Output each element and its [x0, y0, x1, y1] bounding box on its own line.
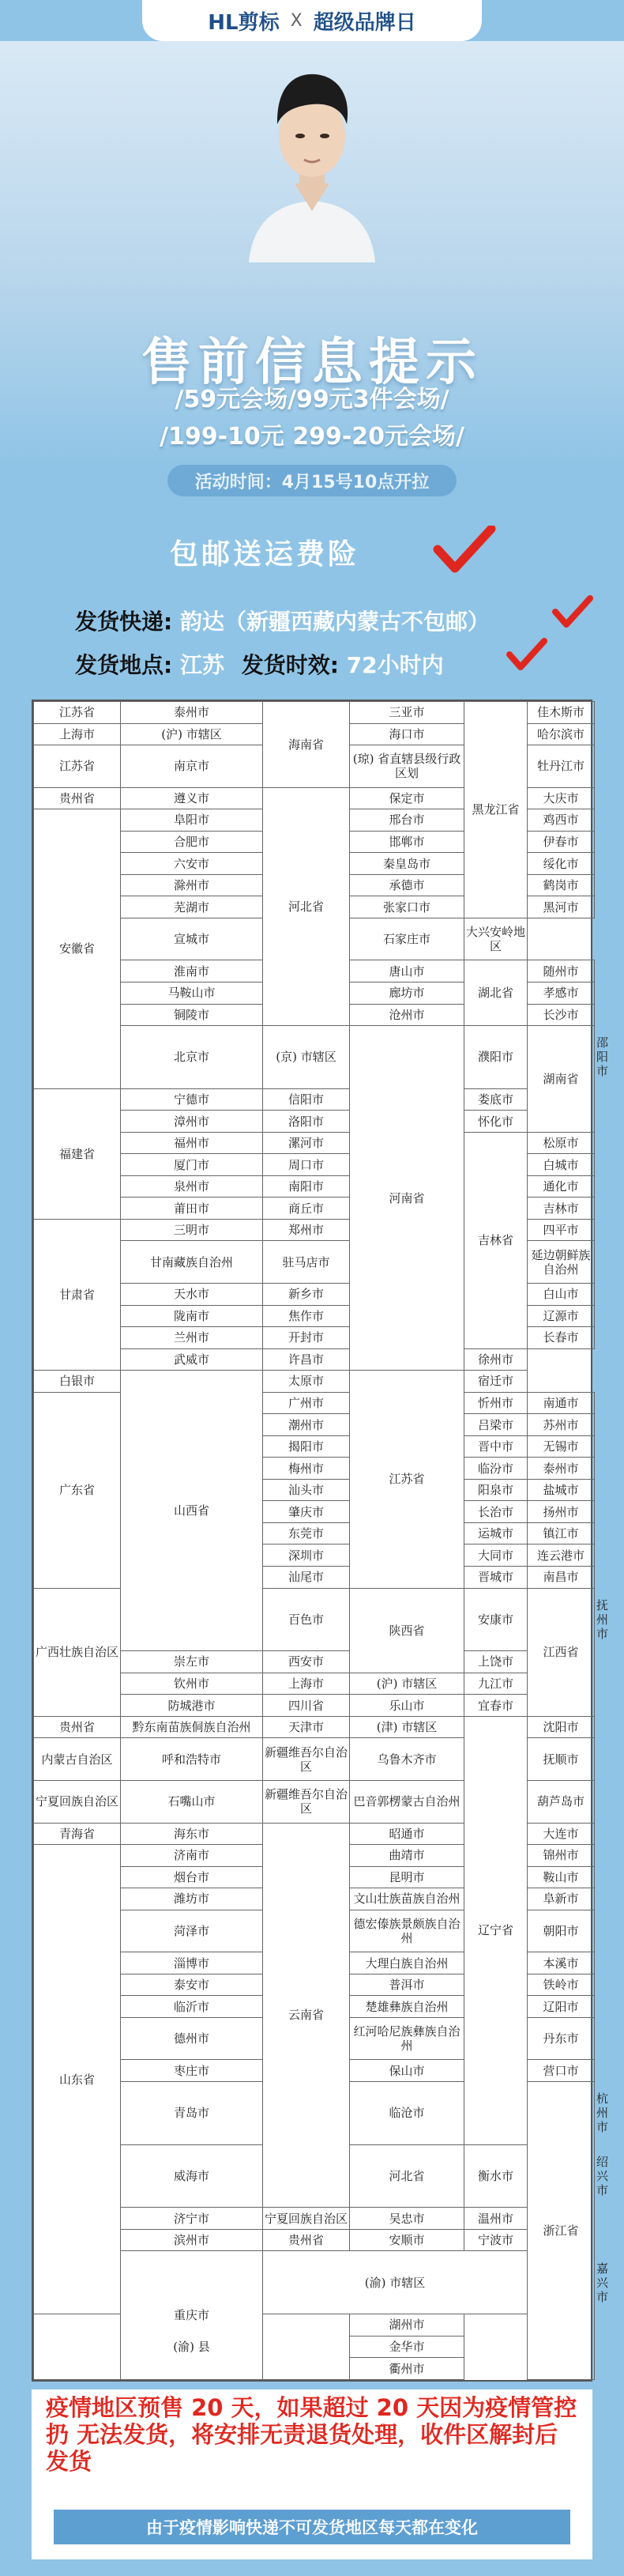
table-cell: 泰安市 — [121, 1974, 263, 1996]
free-shipping-label: 包邮送运费险 — [170, 538, 360, 571]
table-cell: 石家庄市 — [350, 918, 464, 960]
promo-line-1: /59元会场/99元3件会场/ — [175, 386, 449, 413]
table-cell: 浙江省 — [528, 2082, 595, 2380]
table-cell: 揭阳市 — [263, 1435, 350, 1458]
table-cell: 梅州市 — [263, 1458, 350, 1480]
table-cell: 潍坊市 — [121, 1888, 263, 1910]
table-cell: 安顺市 — [350, 2229, 464, 2251]
table-cell: 锦州市 — [528, 1845, 595, 1867]
table-cell: 大理白族自治州 — [350, 1952, 464, 1974]
table-cell: 大庆市 — [528, 787, 595, 809]
table-cell: 洛阳市 — [263, 1111, 350, 1133]
table-cell: 三亚市 — [350, 702, 464, 724]
table-cell: 内蒙古自治区 — [34, 1738, 121, 1781]
table-cell: 沈阳市 — [528, 1716, 595, 1738]
table-cell: 上海市 — [263, 1673, 350, 1695]
table-cell: 海南省 — [263, 702, 350, 788]
table-cell: 长沙市 — [528, 1004, 595, 1026]
table-cell: 巴音郭楞蒙古自治州 — [350, 1780, 464, 1823]
table-cell: (沪) 市辖区 — [350, 1673, 464, 1695]
table-cell: 阜新市 — [528, 1888, 595, 1910]
table-cell: 江苏省 — [34, 702, 121, 724]
table-cell: 唐山市 — [350, 960, 464, 983]
red-checkmark-icon — [506, 637, 548, 672]
table-cell: 黔东南苗族侗族自治州 — [121, 1716, 263, 1738]
table-cell: 绥化市 — [528, 853, 595, 875]
table-cell: 辽阳市 — [528, 1996, 595, 2018]
table-cell: 朝阳市 — [528, 1910, 595, 1952]
activity-time-pill: 活动时间：4月15号10点开拉 — [167, 465, 457, 496]
table-cell: 贵州省 — [34, 787, 121, 809]
table-cell: 甘肃省 — [34, 1219, 121, 1370]
table-cell: 南阳市 — [263, 1175, 350, 1197]
table-cell: (琼) 省直辖县级行政区划 — [350, 745, 464, 788]
table-cell: 三明市 — [121, 1219, 263, 1241]
table-cell: 南京市 — [121, 745, 263, 788]
table-cell: 河北省 — [263, 787, 350, 1025]
table-row — [34, 702, 595, 724]
notice-bar: 由于疫情影响快递不可发货地区每天都在变化 — [54, 2510, 570, 2544]
promo-line-2: /199-10元 299-20元会场/ — [159, 423, 464, 451]
table-cell: 九江市 — [464, 1673, 528, 1695]
table-cell: (渝) 县 — [34, 2314, 350, 2380]
table-cell: 汕头市 — [263, 1479, 350, 1501]
table-cell: 青海省 — [34, 1823, 121, 1845]
table-cell: (沪) 市辖区 — [121, 723, 263, 745]
brand-separator: X — [290, 10, 303, 31]
table-row: 重庆市 (渝) 市辖区 嘉兴市 — [34, 2251, 595, 2314]
table-cell: 温州市 — [464, 2208, 528, 2230]
table-cell: 曲靖市 — [350, 1845, 464, 1867]
table-row — [34, 1088, 595, 1111]
table-cell: 吉林市 — [528, 1197, 595, 1220]
table-cell: 白城市 — [528, 1154, 595, 1176]
table-cell: 山东省 — [34, 1845, 121, 2314]
table-cell: 宁夏回族自治区 — [34, 1780, 121, 1823]
table-cell: 芜湖市 — [121, 896, 263, 918]
brand-event: 超级品牌日 — [313, 10, 416, 35]
table-cell: 郑州市 — [263, 1219, 350, 1241]
table-cell: 天津市 — [263, 1716, 350, 1738]
table-cell: 陕西省 — [350, 1588, 464, 1673]
table-cell: 东莞市 — [263, 1522, 350, 1544]
table-cell: 楚雄彝族自治州 — [350, 1996, 464, 2018]
table-cell: 信阳市 — [263, 1088, 350, 1111]
table-cell: 秦皇岛市 — [350, 853, 464, 875]
table-cell: 淄博市 — [121, 1952, 263, 1974]
table-cell: 营口市 — [528, 2060, 595, 2082]
table-cell: 潮州市 — [263, 1414, 350, 1436]
notice-box — [32, 2389, 592, 2559]
table-cell: 邢台市 — [350, 809, 464, 832]
red-checkmark-icon — [433, 526, 496, 575]
table-cell: 兰州市 — [121, 1327, 263, 1349]
table-cell: 河南省 — [350, 1026, 464, 1371]
table-cell: 大连市 — [528, 1823, 595, 1845]
table-cell: 长治市 — [464, 1501, 528, 1523]
table-cell: 葫芦岛市 — [528, 1780, 595, 1823]
table-cell: 延边朝鲜族自治州 — [528, 1241, 595, 1284]
table-cell: 河北省 — [350, 2144, 464, 2208]
table-cell: 宁德市 — [121, 1088, 263, 1111]
table-cell: 德宏傣族景颇族自治州 — [350, 1910, 464, 1952]
table-cell: 佳木斯市 — [528, 702, 595, 724]
table-cell: 贵州省 — [263, 2229, 350, 2251]
table-cell: 马鞍山市 — [121, 983, 263, 1005]
table-cell: 枣庄市 — [121, 2060, 263, 2082]
table-cell: 上海市 — [34, 723, 121, 745]
table-cell: 许昌市 — [263, 1348, 350, 1371]
table-cell: 铁岭市 — [528, 1974, 595, 1996]
table-cell: 衢州市 — [350, 2358, 464, 2380]
unshippable-region-table — [33, 701, 609, 2380]
table-cell: 乌鲁木齐市 — [350, 1738, 464, 1781]
table-cell: 连云港市 — [528, 1544, 595, 1567]
ship-from-line — [75, 648, 444, 680]
table-cell: 漯河市 — [263, 1132, 350, 1154]
table-row — [34, 1371, 595, 1393]
table-cell: 上饶市 — [464, 1651, 528, 1673]
table-cell: 太原市 — [263, 1371, 350, 1393]
table-cell: 厦门市 — [121, 1154, 263, 1176]
table-cell: 阜阳市 — [121, 809, 263, 832]
table-cell: 北京市 — [121, 1026, 263, 1089]
table-cell: 濮阳市 — [464, 1026, 528, 1089]
table-cell: 商丘市 — [263, 1197, 350, 1220]
table-cell: 泉州市 — [121, 1175, 263, 1197]
table-cell: 钦州市 — [121, 1673, 263, 1695]
table-cell: 武威市 — [121, 1348, 263, 1371]
table-cell: 临汾市 — [464, 1458, 528, 1480]
table-cell: 邯郸市 — [350, 831, 464, 853]
table-row: 青岛市 临沧市 浙江省 杭州市 — [34, 2082, 595, 2145]
table-row — [34, 1716, 595, 1738]
table-cell: 松原市 — [528, 1132, 595, 1154]
table-cell: 天水市 — [121, 1284, 263, 1306]
table-cell: 忻州市 — [464, 1392, 528, 1414]
table-cell: 江苏省 — [350, 1371, 464, 1588]
table-cell: 丹东市 — [528, 2017, 595, 2060]
red-checkmark-icon — [551, 594, 594, 629]
table-cell: 安徽省 — [34, 809, 121, 1089]
courier-line — [75, 605, 490, 636]
table-cell: (渝) 市辖区 — [263, 2251, 528, 2314]
table-cell: 新乡市 — [263, 1284, 350, 1306]
table-cell: 扬州市 — [528, 1501, 595, 1523]
table-cell: 呼和浩特市 — [121, 1738, 263, 1781]
courier-label: 发货快递: — [75, 609, 173, 635]
table-cell: 海口市 — [350, 723, 464, 745]
table-cell: 哈尔滨市 — [528, 723, 595, 745]
table-cell: 威海市 — [121, 2144, 263, 2208]
table-cell: 昆明市 — [350, 1866, 464, 1888]
top-banner — [0, 0, 624, 46]
table-cell: (京) 市辖区 — [263, 1026, 350, 1089]
table-cell: 汕尾市 — [263, 1566, 350, 1588]
table-cell: 抚顺市 — [528, 1738, 595, 1781]
table-cell: 金华市 — [350, 2336, 464, 2358]
epidemic-notice-text: 疫情地区预售 20 天，如果超过 20 天因为疫情管控扔 无法发货，将安排无责退货处理，收件区解封后发货 — [46, 2394, 577, 2475]
table-cell: 四平市 — [528, 1219, 595, 1241]
table-cell: 肇庆市 — [263, 1501, 350, 1523]
table-cell: 承德市 — [350, 874, 464, 896]
table-cell: 随州市 — [528, 960, 595, 983]
table-cell: 新疆维吾尔自治区 — [263, 1780, 350, 1823]
free-shipping-row — [0, 526, 624, 573]
table-cell: 周口市 — [263, 1154, 350, 1176]
table-cell: 四川省 — [263, 1695, 350, 1717]
table-cell: 沧州市 — [350, 1004, 464, 1026]
table-cell: 青岛市 — [121, 2082, 263, 2145]
table-cell: 焦作市 — [263, 1305, 350, 1327]
table-cell: 滨州市 — [121, 2229, 263, 2251]
table-cell: 文山壮族苗族自治州 — [350, 1888, 464, 1910]
table-cell: 徐州市 — [464, 1348, 528, 1371]
table-cell: 江西省 — [528, 1588, 595, 1716]
table-cell: 牡丹江市 — [528, 745, 595, 788]
ship-time-value: 72小时内 — [346, 652, 444, 678]
table-cell: 长春市 — [528, 1327, 595, 1349]
table-cell: 驻马店市 — [263, 1241, 350, 1284]
table-cell: 济宁市 — [121, 2208, 263, 2230]
table-cell: 菏泽市 — [121, 1910, 263, 1952]
table-cell: 晋中市 — [464, 1435, 528, 1458]
table-cell: 镇江市 — [528, 1522, 595, 1544]
ship-time-label: 发货时效: — [241, 652, 339, 678]
table-cell: 陇南市 — [121, 1305, 263, 1327]
table-cell: 临沂市 — [121, 1996, 263, 2018]
table-cell: 运城市 — [464, 1522, 528, 1544]
table-cell: 广州市 — [263, 1392, 350, 1414]
table-cell: 江苏省 — [34, 745, 121, 788]
table-cell: 鸡西市 — [528, 809, 595, 832]
table-cell: 云南省 — [263, 1823, 350, 2208]
table-cell: 西安市 — [263, 1651, 350, 1673]
table-cell: 普洱市 — [350, 1974, 464, 1996]
table-cell: 大兴安岭地区 — [464, 918, 528, 960]
table-cell: 娄底市 — [464, 1088, 528, 1111]
table-cell: 晋城市 — [464, 1566, 528, 1588]
table-cell: 宿迁市 — [464, 1371, 528, 1393]
ship-place-label: 发货地点: — [75, 652, 173, 678]
region-table-container — [32, 700, 609, 2382]
table-row: 北京市 (京) 市辖区 河南省 濮阳市 湖南省 邵阳市 — [34, 1026, 595, 1089]
table-cell: 铜陵市 — [121, 1004, 263, 1026]
ship-place-value: 江苏 — [179, 652, 224, 678]
table-cell: 深圳市 — [263, 1544, 350, 1567]
table-cell: 宁夏回族自治区 — [263, 2208, 350, 2230]
table-cell: 开封市 — [263, 1327, 350, 1349]
table-cell: 新疆维吾尔自治区 — [263, 1738, 350, 1781]
table-cell: 湖州市 — [350, 2314, 464, 2337]
table-cell: 大同市 — [464, 1544, 528, 1567]
table-cell: 乐山市 — [350, 1695, 464, 1717]
table-cell: 白银市 — [34, 1371, 121, 1393]
table-cell: 吉林省 — [464, 1132, 528, 1348]
table-cell: 宁波市 — [464, 2229, 528, 2251]
table-cell: 石嘴山市 — [121, 1780, 263, 1823]
table-row: 广西壮族自治区 百色市 陕西省 安康市 江西省 抚州市 — [34, 1588, 595, 1651]
table-cell: 宜春市 — [464, 1695, 528, 1717]
table-row: 威海市 河北省 衡水市 绍兴市 — [34, 2144, 595, 2208]
table-cell: 烟台市 — [121, 1866, 263, 1888]
brand-pill — [142, 0, 482, 41]
table-cell: 本溪市 — [528, 1952, 595, 1974]
table-cell: 保定市 — [350, 787, 464, 809]
table-cell: 宣城市 — [121, 918, 263, 960]
table-cell: 通化市 — [528, 1175, 595, 1197]
table-cell: 吴忠市 — [350, 2208, 464, 2230]
table-cell: 福建省 — [34, 1088, 121, 1219]
table-cell: 南通市 — [528, 1392, 595, 1414]
table-cell: 防城港市 — [121, 1695, 263, 1717]
table-cell: 保山市 — [350, 2060, 464, 2082]
table-cell: 遵义市 — [121, 787, 263, 809]
table-cell: 海东市 — [121, 1823, 263, 1845]
table-cell: 济南市 — [121, 1845, 263, 1867]
table-cell: (津) 市辖区 — [350, 1716, 464, 1738]
table-cell: 白山市 — [528, 1284, 595, 1306]
table-cell: 红河哈尼族彝族自治州 — [350, 2017, 464, 2060]
table-cell: 漳州市 — [121, 1111, 263, 1133]
table-cell: 滁州市 — [121, 874, 263, 896]
table-cell: 甘南藏族自治州 — [121, 1241, 263, 1284]
table-cell: 伊春市 — [528, 831, 595, 853]
table-cell: 广西壮族自治区 — [34, 1588, 121, 1716]
table-cell: 广东省 — [34, 1392, 121, 1588]
table-cell: 合肥市 — [121, 831, 263, 853]
table-cell: 昭通市 — [350, 1823, 464, 1845]
table-cell: 南昌市 — [528, 1566, 595, 1588]
region-table-body — [34, 702, 609, 2380]
table-cell: 廊坊市 — [350, 983, 464, 1005]
table-cell: 莆田市 — [121, 1197, 263, 1220]
table-cell: 临沧市 — [350, 2082, 464, 2145]
hero-person-photo — [233, 49, 391, 262]
table-cell: 苏州市 — [528, 1414, 595, 1436]
table-cell: 鞍山市 — [528, 1866, 595, 1888]
table-cell: 无锡市 — [528, 1435, 595, 1458]
table-cell: 黑河市 — [528, 896, 595, 918]
table-cell: 阳泉市 — [464, 1479, 528, 1501]
table-cell: 湖南省 — [528, 1026, 595, 1133]
table-cell: 辽宁省 — [464, 1716, 528, 2144]
table-row — [34, 2314, 595, 2337]
table-cell: 崇左市 — [121, 1651, 263, 1673]
table-cell: 孝感市 — [528, 983, 595, 1005]
table-cell: 怀化市 — [464, 1111, 528, 1133]
page-title: 售前信息提示 — [141, 334, 483, 392]
table-row — [34, 1392, 595, 1414]
brand-name: HL剪标 — [208, 10, 280, 35]
table-cell: 辽源市 — [528, 1305, 595, 1327]
table-cell: 福州市 — [121, 1132, 263, 1154]
table-cell: 德州市 — [121, 2017, 263, 2060]
table-cell: 安康市 — [464, 1588, 528, 1651]
table-cell: 百色市 — [263, 1588, 350, 1651]
table-cell: 黑龙江省 — [464, 702, 528, 918]
courier-value: 韵达（新疆西藏内蒙古不包邮） — [179, 609, 490, 635]
table-cell: 盐城市 — [528, 1479, 595, 1501]
table-cell: 重庆市 — [121, 2251, 263, 2380]
table-cell: 淮南市 — [121, 960, 263, 983]
table-cell: 张家口市 — [350, 896, 464, 918]
table-cell: 六安市 — [121, 853, 263, 875]
table-cell: 鹤岗市 — [528, 874, 595, 896]
table-cell: 吕梁市 — [464, 1414, 528, 1436]
table-cell: 湖北省 — [464, 960, 528, 1026]
table-cell: 山西省 — [121, 1371, 263, 1651]
table-cell: 泰州市 — [528, 1458, 595, 1480]
table-cell: 贵州省 — [34, 1716, 121, 1738]
table-cell: 衡水市 — [464, 2144, 528, 2208]
table-cell: 泰州市 — [121, 702, 263, 724]
